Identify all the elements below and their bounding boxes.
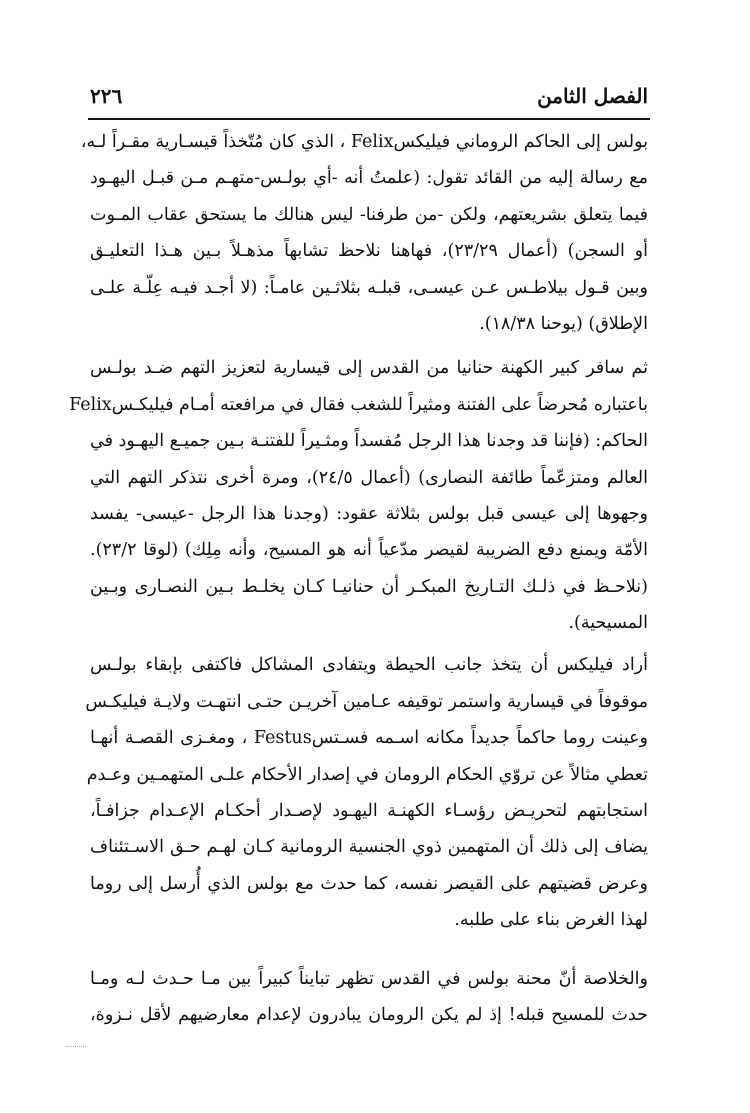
running-header [90,82,648,116]
paragraph-4 [90,961,648,1034]
text-line: أراد فيليكس أن يتخذ جانب الحيطة ويتفادى المشاكل فاكتفى بإبقاء بولـس [90,655,648,676]
text-line: الحاكم: (فإننا قد وجدنا هذا الرجل مُفسداً ومثـيراً للفتنـة بـين جميـع اليهـود في [90,431,648,452]
text-line: الأمّة ويمنع دفع الضريبة لقيصر مدّعياً أنه هو المسيح، وأنه مِلِك) (لوقا ٢٣/٢). [90,540,648,561]
text-line: العالم ومتزعّماً طائفة النصارى) (أعمال ٢٤/٥)، ومرة أخرى نتذكر التهم التي [90,467,648,488]
page-mark [66,1046,86,1047]
text-line: باعتباره مُحرضاً على الفتنة ومثيراً للشغب فقال في مرافعته أمـام فيليكـسFelix [69,394,648,415]
text-line: ثم سافر كبير الكهنة حنانيا من القدس إلى قيسارية لتعزيز التهم ضـد بولـس [90,358,648,379]
text-line: وعرض قضيتهم على القيصر نفسه، كما حدث مع بولس الذي أُرسل إلى روما [90,873,648,894]
text-line: (نلاحـظ في ذلـك التـاريخ المبكـر أن حنانيـا كـان يخلـط بـين النصـارى وبـين [90,576,648,597]
text-line: وعينت روما حاكماً جديداً مكانه اسـمه فسـتسFestus ، ومغـزى القصـة أنهـا [90,728,648,749]
text-line: أو السجن) (أعمال ٢٣/٢٩)، فهاهنا نلاحظ تشابهاً مذهـلاً بـين هـذا التعليـق [90,241,648,262]
text-line: المسيحية). [568,613,648,634]
text-line: حدث للمسيح قبله! إذ لم يكن الرومان يبادرون لإعدام معارضيهم لأقل نـزوة، [90,1004,648,1025]
text-line: والخلاصة أنّ محنة بولس في القدس تظهر تبايناً كبيراً بين مـا حـدث لـه ومـا [90,968,648,989]
chapter-title: الفصل الثامن [537,84,648,108]
paragraph-1 [80,124,648,342]
text-line: يضاف إلى ذلك أن المتهمين ذوي الجنسية الرومانية كـان لهـم حـق الاسـتئناف [90,837,648,858]
text-line: مع رسالة إليه من القائد تقول: (علمتُ أنه -أي بولـس-متهـم مـن قبـل اليهـود [90,168,648,189]
text-line: تعطي مثالاً عن تروّي الحكام الرومان في إصدار الأحكام علـى المتهمـين وعـدم [86,764,648,785]
page-number: ٢٢٦ [90,84,123,108]
text-line: وبين قـول بيلاطـس عـن عيسـى، قبلـه بثلاثـين عامـاً: (لا أجـد فيـه عِلّـة علـى [90,277,648,298]
header-rule [88,118,650,120]
text-line: استجابتهم لتحريـض رؤسـاء الكهنـة اليهـود لإصـدار أحكـام الإعـدام جزافـاً، [90,801,648,822]
paragraph-2 [69,350,648,641]
text-line: وجهوها إلى عيسى قبل بولس بثلاثة عقود: (وجدنا هذا الرجل -عيسى- يفسد [90,503,648,524]
body-text [69,124,648,1033]
paragraph-3 [85,647,648,938]
text-line: بولس إلى الحاكم الروماني فيليكسFelix ، الذي كان مُتّخذاً قيسـارية مقـراً لـه، [80,132,648,152]
text-line: الإطلاق) (يوحنا ١٨/٣٨). [479,313,648,334]
text-line: فيما يتعلق بشريعتهم، ولكن -من طرفنا- ليس هنالك ما يستحق عقاب المـوت [90,204,648,225]
text-line: لهذا الغرض بناء على طلبه. [454,910,648,931]
text-line: موقوفاً في قيسارية واستمر توقيفه عـامين آخريـن حتـى انتهـت ولايـة فيليكـس [85,691,648,712]
